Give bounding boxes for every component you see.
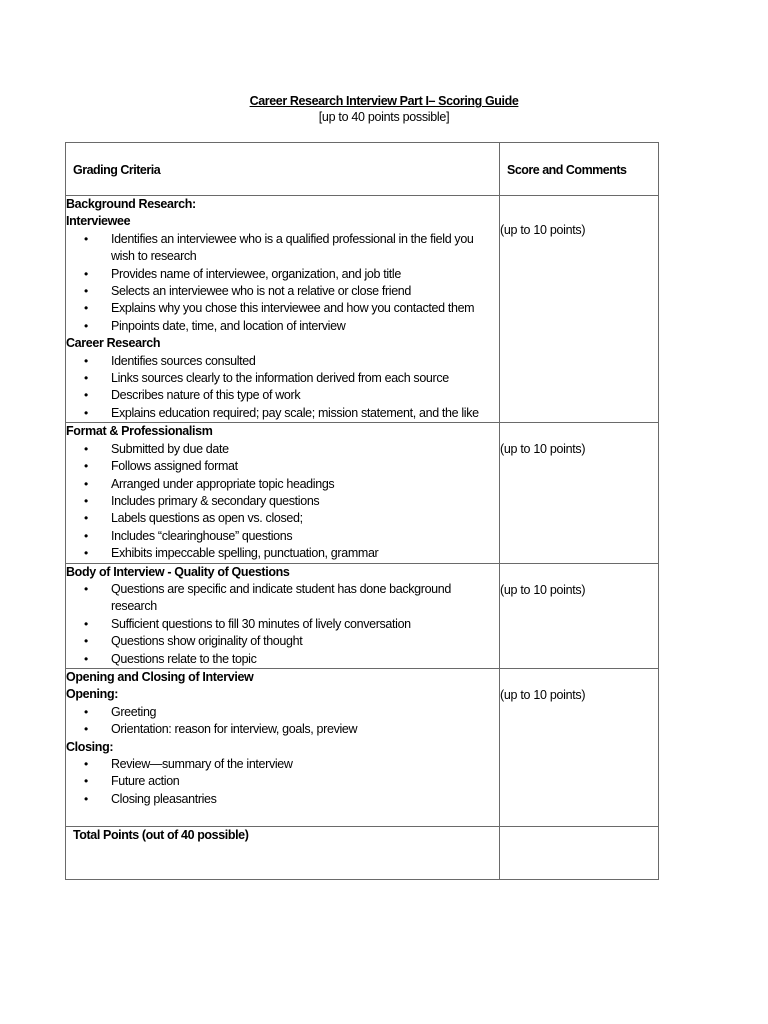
score-cell: [500, 423, 659, 563]
score-column-header: Score and Comments: [500, 143, 659, 196]
list-item: • Future action: [66, 773, 499, 790]
list-item: • Links sources clearly to the information derived from each source: [66, 370, 499, 387]
criteria-list: [66, 581, 499, 668]
list-item: • Submitted by due date: [66, 441, 499, 458]
criteria-list: [66, 756, 499, 808]
points-note: (up to 10 points): [500, 687, 586, 702]
list-item: • Questions relate to the topic: [66, 651, 499, 668]
list-item: • Exhibits impeccable spelling, punctuation, grammar: [66, 545, 499, 562]
list-item: • Identifies an interviewee who is a qualified professional in the field you wish to research: [66, 231, 499, 266]
section-heading: Opening and Closing of Interview: [66, 669, 254, 684]
points-note: (up to 10 points): [500, 582, 586, 597]
list-item: • Questions show originality of thought: [66, 633, 499, 650]
list-item: • Explains education required; pay scale; mission statement, and the like: [66, 405, 499, 422]
list-item: • Pinpoints date, time, and location of interview: [66, 318, 499, 335]
criteria-row: [66, 196, 659, 423]
criteria-cell: [66, 196, 500, 423]
criteria-list: [66, 231, 499, 335]
section-heading: Background Research:: [66, 197, 196, 211]
total-score-cell: [500, 827, 659, 880]
points-note: (up to 10 points): [500, 442, 586, 457]
criteria-row: [66, 423, 659, 563]
list-item: • Questions are specific and indicate student has done background research: [66, 581, 499, 616]
scoring-guide-table: [65, 142, 659, 880]
list-item: • Closing pleasantries: [66, 791, 499, 808]
list-item: • Includes primary & secondary questions: [66, 493, 499, 510]
document-header: [0, 94, 768, 125]
criteria-cell: [66, 563, 500, 668]
list-item: • Identifies sources consulted: [66, 353, 499, 370]
section-heading: Interviewee: [66, 214, 131, 229]
criteria-row: [66, 668, 659, 826]
total-label: Total Points (out of 40 possible): [73, 828, 249, 843]
list-item: • Selects an interviewee who is not a relative or close friend: [66, 283, 499, 300]
list-item: • Arranged under appropriate topic headings: [66, 476, 499, 493]
criteria-list: [66, 704, 499, 739]
total-row: [66, 827, 659, 880]
list-item: • Provides name of interviewee, organization, and job title: [66, 266, 499, 283]
list-item: • Greeting: [66, 704, 499, 721]
criteria-list: [66, 353, 499, 423]
section-heading: Opening:: [66, 687, 119, 702]
section-heading: Body of Interview - Quality of Questions: [66, 564, 290, 579]
score-cell: [500, 668, 659, 826]
list-item: • Describes nature of this type of work: [66, 387, 499, 404]
criteria-column-header: Grading Criteria: [66, 143, 500, 196]
criteria-cell: [66, 668, 500, 826]
section-heading: Format & Professionalism: [66, 424, 213, 439]
criteria-list: [66, 441, 499, 563]
list-item: • Follows assigned format: [66, 458, 499, 475]
score-cell: [500, 563, 659, 668]
list-item: • Orientation: reason for interview, goals, preview: [66, 721, 499, 738]
list-item: • Labels questions as open vs. closed;: [66, 510, 499, 527]
section-heading: Closing:: [66, 739, 114, 754]
list-item: • Explains why you chose this interviewee and how you contacted them: [66, 300, 499, 317]
score-cell: [500, 196, 659, 423]
list-item: • Sufficient questions to fill 30 minutes of lively conversation: [66, 616, 499, 633]
criteria-cell: [66, 423, 500, 563]
document-title: Career Research Interview Part I– Scoring Guide: [249, 94, 519, 108]
table-header-row: [66, 143, 659, 196]
points-note: (up to 10 points): [500, 223, 586, 237]
list-item: • Review—summary of the interview: [66, 756, 499, 773]
criteria-row: [66, 563, 659, 668]
document-subtitle: [up to 40 points possible]: [318, 110, 450, 124]
section-heading: Career Research: [66, 336, 161, 351]
list-item: • Includes “clearinghouse” questions: [66, 528, 499, 545]
total-label-cell: [66, 827, 500, 880]
